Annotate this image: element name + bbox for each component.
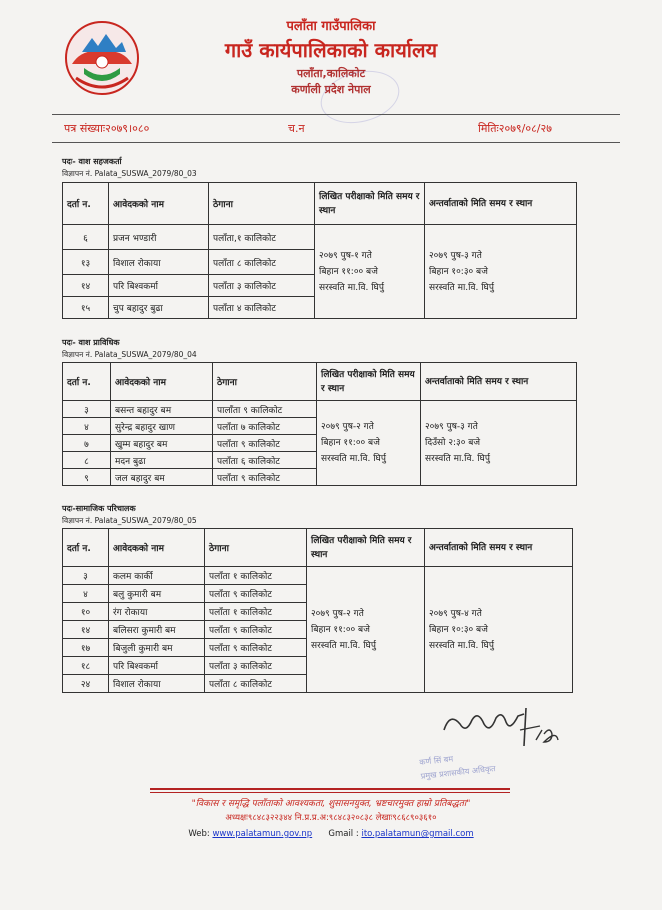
table-row: ४ बलु कुमारी बम पलाँता ९ कालिकोट <box>63 585 573 603</box>
candidates-table <box>62 182 577 319</box>
letter-date: मितिः२०७९/०८/२७ <box>478 122 552 135</box>
col-sn: दर्ता न. <box>63 183 109 225</box>
gmail-label: Gmail : <box>328 829 359 839</box>
table-row: १८ परि बिश्वकर्मा पलाँता ३ कालिकोट <box>63 657 573 675</box>
table-row: ३ बसन्त बहादुर बम पालाँता ९ कालिकोट २०७९ पुष-२ गते बिहान ११:०० बजे सरस्वति मा.वि. घिर्पु २०७९ पुष-३ गते दिउँसो २:३० बजे सरस्वति मा.वि. घिर्पु <box>63 401 577 418</box>
interview-schedule: २०७९ पुष-३ गते बिहान १०:३० बजे सरस्वति मा.वि. घिर्पु <box>425 225 577 319</box>
col-written-exam: लिखित परीक्षाको मिति समय र स्थान <box>315 183 425 225</box>
header-divider <box>52 114 620 115</box>
footer-motto: "विकास र समृद्धि पलाँताको आवश्यकता, शुसासनयुक्त, भ्रष्टचारमुक्त हाम्रो प्रतिबद्धता" <box>191 799 471 809</box>
candidates-table: दर्ता न. आवेदकको नाम ठेगाना लिखित परीक्षाको मिति समय र स्थान अन्तर्वाताको मिति समय र स्थान ३ कलम कार्की पलाँता १ कालिकोट २०७९ पुष-२ गते बिहान ११:०० बजे सरस्वति मा.वि. घिर्पु २०७९ पुष-४ गते बिहान १०:३० बजे सरस्वति मा.वि. घिर्पु ४ बलु कुमारी बम पलाँता ९ कालिकोट १० रंग रोकाया पलाँता १ कालिकोट १४ बलिसरा कुमारी बम पलाँता ९ कालिकोट १७ बिजुली कुमारी बम पलाँता ९ कालिकोट १८ परि बिश्वकर्मा पलाँता ३ कालिकोट २४ विशाल रोकाया पलाँता ८ कालिकोट <box>62 528 573 693</box>
office-address: पलाँता,कालिकोट <box>296 67 366 80</box>
written-exam-schedule: २०७९ पुष-२ गते बिहान ११:०० बजे सरस्वति मा.वि. घिर्पु <box>317 401 421 486</box>
interview-schedule: २०७९ पुष-४ गते बिहान १०:३० बजे सरस्वति मा.वि. घिर्पु <box>425 567 573 693</box>
col-name: आवेदकको नाम <box>109 183 209 225</box>
table-row: १३ विशाल रोकाया पलाँता ८ कालिकोट <box>63 250 577 275</box>
table-row: ३ कलम कार्की पलाँता १ कालिकोट २०७९ पुष-२ गते बिहान ११:०० बजे सरस्वति मा.वि. घिर्पु २०७९ पुष-४ गते बिहान १०:३० बजे सरस्वति मा.वि. घिर्पु <box>63 567 573 585</box>
candidates-table: दर्ता न. आवेदकको नाम ठेगाना लिखित परीक्षाको मिति समय र स्थान अन्तर्वाताको मिति समय र स्थान ३ बसन्त बहादुर बम पालाँता ९ कालिकोट २०७९ पुष-२ गते बिहान ११:०० बजे सरस्वति मा.वि. घिर्पु २०७९ पुष-३ गते दिउँसो २:३० बजे सरस्वति मा.वि. घिर्पु ४ सुरेन्द्र बहादुर खाण पलाँता ७ कालिकोट ७ खुम्म बहादुर बम पलाँता ९ कालिकोट ८ मदन बुढा पलाँता ६ कालिकोट ९ जल बहादुर बम पलाँता ९ कालिकोट <box>62 362 577 486</box>
table-row: ७ खुम्म बहादुर बम पलाँता ९ कालिकोट <box>63 435 577 452</box>
table-row: २४ विशाल रोकाया पलाँता ८ कालिकोट <box>63 675 573 693</box>
table-row: ८ मदन बुढा पलाँता ६ कालिकोट <box>63 452 577 469</box>
handwritten-signature <box>440 700 580 752</box>
table-row: ६ प्रजन भण्डारी पलाँता,१ कालिकोट २०७९ पुष-१ गते बिहान ११:०० बजे सरस्वति मा.वि. घिर्पु २०७९ पुष-३ गते बिहान १०:३० बजे सरस्वति मा.वि. घिर्पु <box>63 225 577 250</box>
notice-number: विज्ञापन नं. Palata_SUSWA_2079/80_04 <box>62 350 197 359</box>
table-row: १४ परि बिश्वकर्मा पलाँता ३ कालिकोट <box>63 275 577 297</box>
col-interview: अन्तर्वाताको मिति समय र स्थान <box>425 183 577 225</box>
section-post-title: पदः-सामाजिक परिचालक <box>62 504 136 513</box>
reference-divider <box>52 142 620 143</box>
notice-number: विज्ञापन नं. Palata_SUSWA_2079/80_05 <box>62 516 197 525</box>
written-exam-schedule: २०७९ पुष-२ गते बिहान ११:०० बजे सरस्वति मा.वि. घिर्पु <box>307 567 425 693</box>
email-link[interactable]: ito.palatamun@gmail.com <box>361 829 474 839</box>
table-row: १० रंग रोकाया पलाँता १ कालिकोट <box>63 603 573 621</box>
website-link[interactable]: www.palatamun.gov.np <box>212 829 313 839</box>
footer-contacts: अध्यक्षः९८४८३२२३४४ नि.प्र.प्र.अ:९८४८३२०८३८ लेखाः९८६८९०३६१० <box>225 813 437 823</box>
footer-divider-thin <box>150 792 510 793</box>
section-post-title: पदः- वाश सहजकर्ता <box>62 157 122 166</box>
office-name: गाउँ कार्यपालिकाको कार्यालय <box>224 38 438 62</box>
written-exam-schedule: २०७९ पुष-१ गते बिहान ११:०० बजे सरस्वति मा.वि. घिर्पु <box>315 225 425 319</box>
table-row: ४ सुरेन्द्र बहादुर खाण पलाँता ७ कालिकोट <box>63 418 577 435</box>
province-line: कर्णाली प्रदेश नेपाल <box>291 83 371 96</box>
footer-web-mail <box>0 829 662 839</box>
web-label: Web: <box>188 829 210 839</box>
table-row: १४ बलिसरा कुमारी बम पलाँता ९ कालिकोट <box>63 621 573 639</box>
footer-divider <box>150 788 510 790</box>
notice-number: विज्ञापन नं. Palata_SUSWA_2079/80_03 <box>62 169 197 178</box>
table-row: ९ जल बहादुर बम पलाँता ९ कालिकोट <box>63 469 577 486</box>
municipality-name: पलाँता गाउँपालिका <box>286 19 376 34</box>
letter-number: पत्र संख्याः२०७९।०८० <box>64 122 150 135</box>
section-post-title: पदः- वाश प्राविधिक <box>62 338 120 347</box>
officer-stamp: कर्ण सिं बम प्रमुख प्रशासकीय अधिकृत <box>418 754 497 781</box>
dispatch-number: च.न <box>288 122 305 135</box>
col-address: ठेगाना <box>209 183 315 225</box>
table-row: १७ बिजुली कुमारी बम पलाँता ९ कालिकोट <box>63 639 573 657</box>
table-row: १५ चुप बहादुर बुढा पलाँता ४ कालिकोट <box>63 297 577 319</box>
interview-schedule: २०७९ पुष-३ गते दिउँसो २:३० बजे सरस्वति मा.वि. घिर्पु <box>421 401 577 486</box>
